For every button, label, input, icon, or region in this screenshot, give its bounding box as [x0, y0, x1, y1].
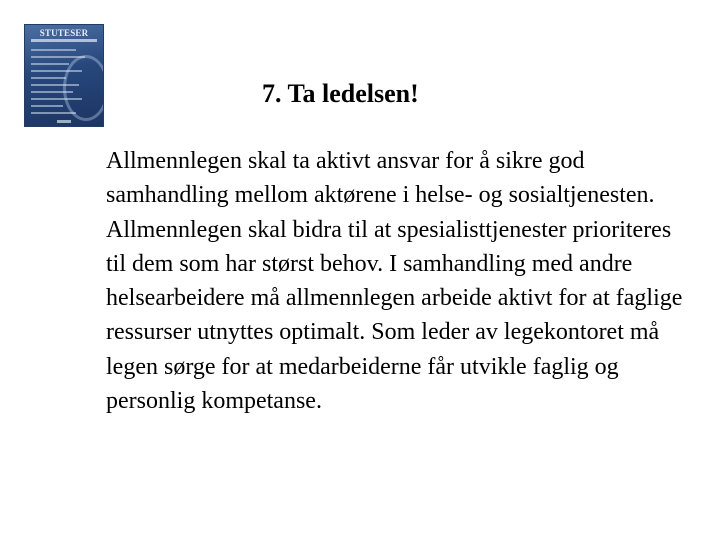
poster-thumbnail-icon: [24, 24, 104, 127]
slide-body-text: Allmennlegen skal ta aktivt ansvar for å sikre god samhandling mellom aktørene i helse- og sosialtjenesten. Allmennlegen skal bidra til at spesialisttjenester prioriteres til dem som har størst behov. I samhandling med andre helsearbeidere må allmennlegen arbeide aktivt for at faglige ressurser utnyttes optimalt. Som leder av legekontoret må legen sørge for at medarbeiderne får utvikle faglig og personlig kompetanse.: [106, 148, 683, 415]
thumbnail-swirl-decoration: [63, 55, 104, 121]
thumbnail-footer-mark: [57, 120, 71, 123]
slide-title: 7. Ta ledelsen!: [262, 79, 419, 108]
thumbnail-subtitle-bar: [31, 39, 97, 42]
thumbnail-title: STUTESER: [39, 28, 89, 38]
